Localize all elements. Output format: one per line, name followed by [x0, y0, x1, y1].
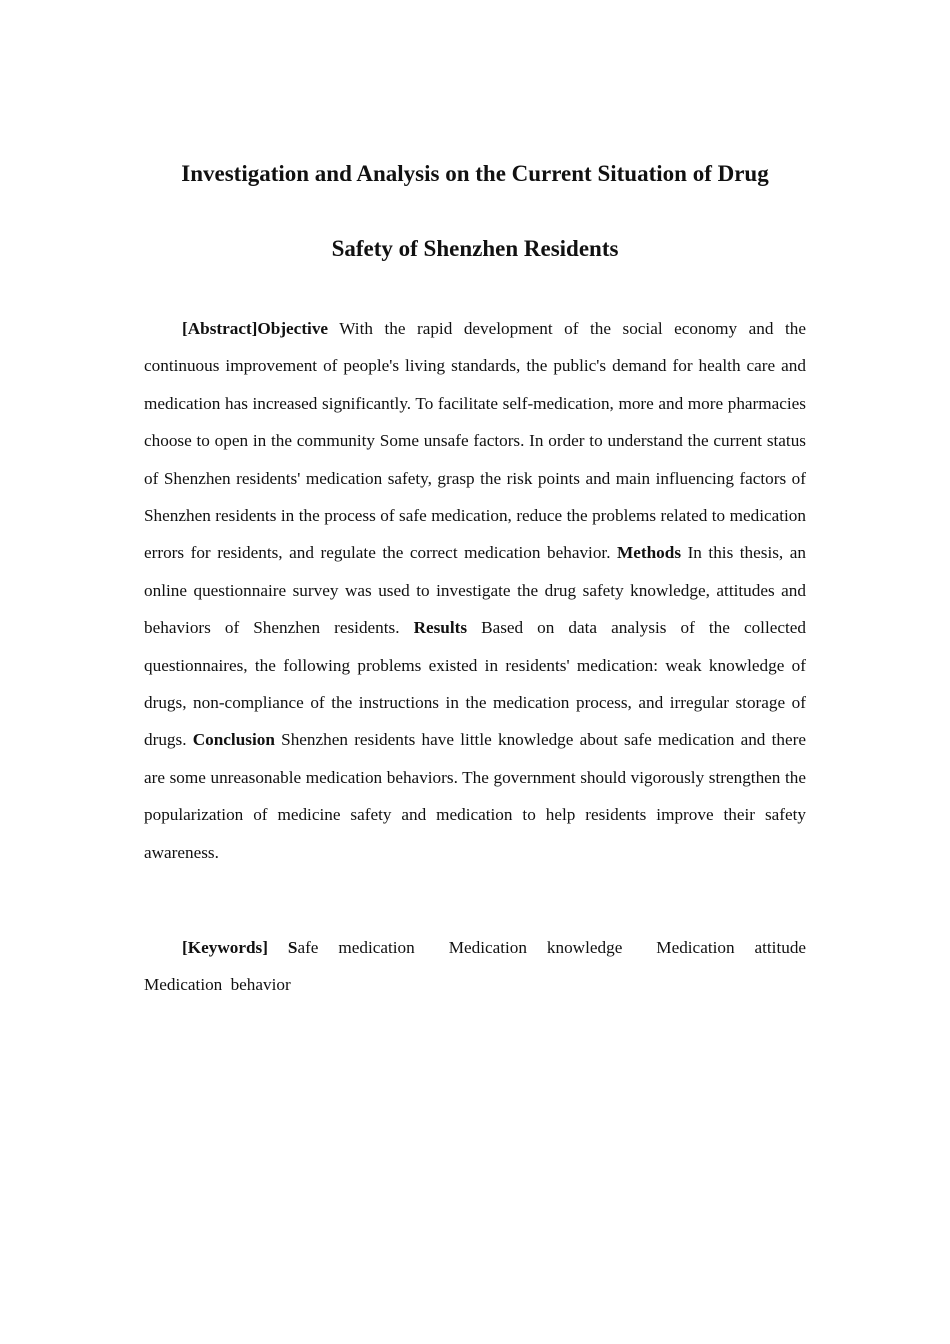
- paper-title-line-1: Investigation and Analysis on the Current Situation of Drug: [181, 161, 769, 186]
- keywords-label: [Keywords]: [182, 938, 268, 957]
- objective-label: Objective: [257, 319, 329, 338]
- objective-text: With the rapid development of the social economy and the continuous improvement of people's living standards, the public's demand for health care and medication has increased significantly. To facilitate self-medication, more and more pharmacies choose to open in the community Some unsafe factors. In order to understand the current status of Shenzhen residents' medication safety, grasp the risk points and main influencing factors of Shenzhen residents in the process of safe medication, reduce the problems related to medication errors for residents, and regulate the correct medication behavior.: [144, 319, 806, 563]
- methods-label: Methods: [617, 543, 682, 563]
- keyword-4: Medication behavior: [144, 975, 291, 995]
- keyword-1-initial: S: [287, 938, 298, 957]
- abstract-label: [Abstract]: [182, 319, 258, 338]
- keyword-1-rest: afe medication: [297, 938, 415, 957]
- keywords-paragraph: [144, 929, 806, 1004]
- methods-text: In this thesis, an online questionnaire survey was used to investigate the drug safety knowledge, attitudes and behaviors of Shenzhen residents.: [144, 543, 806, 638]
- keyword-2: Medication knowledge: [448, 938, 623, 957]
- paper-title-line-2: Safety of Shenzhen Residents: [331, 236, 619, 261]
- results-label: Results: [413, 618, 468, 638]
- results-text: Based on data analysis of the collected questionnaires, the following problems existed in residents' medication: weak knowledge of drugs, non-compliance of the instructions in the medication process, and irregular storage of drugs.: [144, 618, 806, 750]
- keyword-3: Medication attitude: [656, 938, 807, 957]
- conclusion-label: Conclusion: [192, 730, 275, 750]
- abstract-paragraph: [144, 310, 806, 871]
- conclusion-text: Shenzhen residents have little knowledge about safe medication and there are some unreasonable medication behaviors. The government should vigorously strengthen the popularization of medicine safety and medication to help residents improve their safety awareness.: [144, 730, 806, 862]
